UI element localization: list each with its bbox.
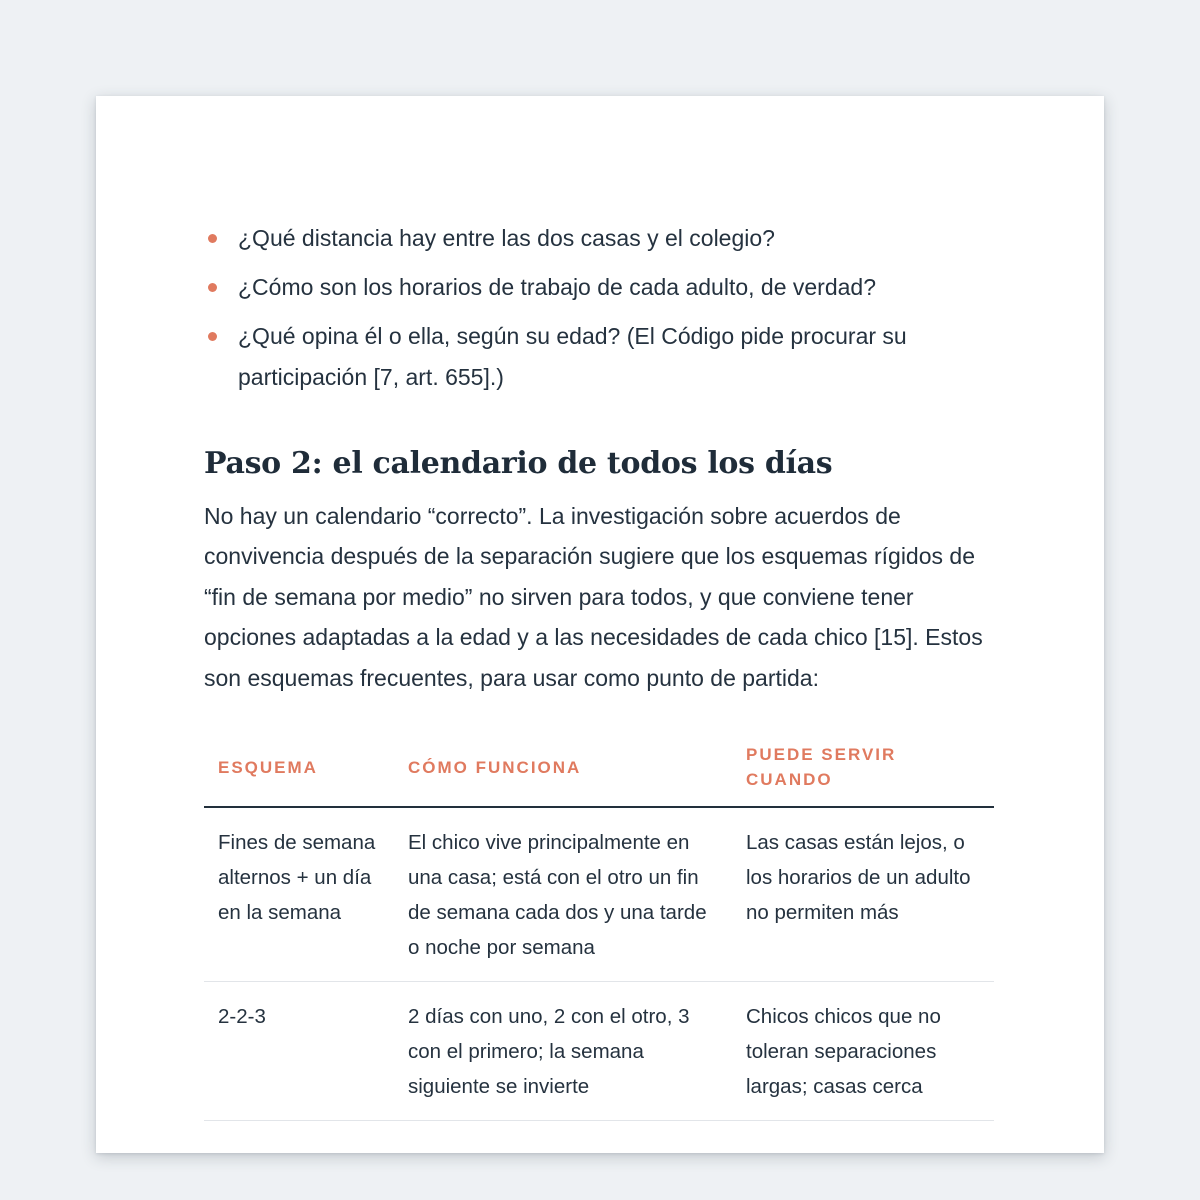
section-paragraph: No hay un calendario “correcto”. La investigación sobre acuerdos de convivencia después de la separación sugiere que los esquemas rígidos de “fin de semana por medio” no sirven para todos, y que conviene tener opciones adaptadas a la edad y a las necesidades de cada chico [15]. Estos son esquemas frecuentes, para usar como punto de partida: [204,503,983,691]
column-header-how-it-works: CÓMO FUNCIONA [394,732,732,807]
table-row [204,982,994,1121]
table-row [204,807,994,982]
list-item-text: ¿Qué opina él o ella, según su edad? (El Código pide procurar su participación [7, art. 655].) [238,323,907,390]
list-item [204,267,994,308]
list-item [204,218,994,259]
question-list [204,218,994,398]
table-cell: 2 días con uno, 2 con el otro, 3 con el primero; la semana siguiente se invierte [394,982,732,1121]
list-item [204,316,994,398]
schedule-schemes-table [204,732,994,1121]
document-page [96,96,1104,1153]
table-cell: Fines de semana alternos + un día en la semana [204,807,394,982]
list-item-text: ¿Qué distancia hay entre las dos casas y el colegio? [238,225,775,251]
table-cell: Chicos chicos que no toleran separaciones largas; casas cerca [732,982,994,1121]
bullet-dot-icon [208,283,217,292]
column-header-scheme: ESQUEMA [204,732,394,807]
list-item-text: ¿Cómo son los horarios de trabajo de cada adulto, de verdad? [238,274,877,300]
section-heading: Paso 2: el calendario de todos los días [204,446,833,481]
table-cell: Las casas están lejos, o los horarios de un adulto no permiten más [732,807,994,982]
table-header-row [204,732,994,807]
column-header-when-useful: PUEDE SERVIR CUANDO [732,732,994,807]
table-cell: 2-2-3 [204,982,394,1121]
bullet-dot-icon [208,332,217,341]
table-cell: El chico vive principalmente en una casa; está con el otro un fin de semana cada dos y una tarde o noche por semana [394,807,732,982]
bullet-dot-icon [208,234,217,243]
page-content [204,218,994,1121]
